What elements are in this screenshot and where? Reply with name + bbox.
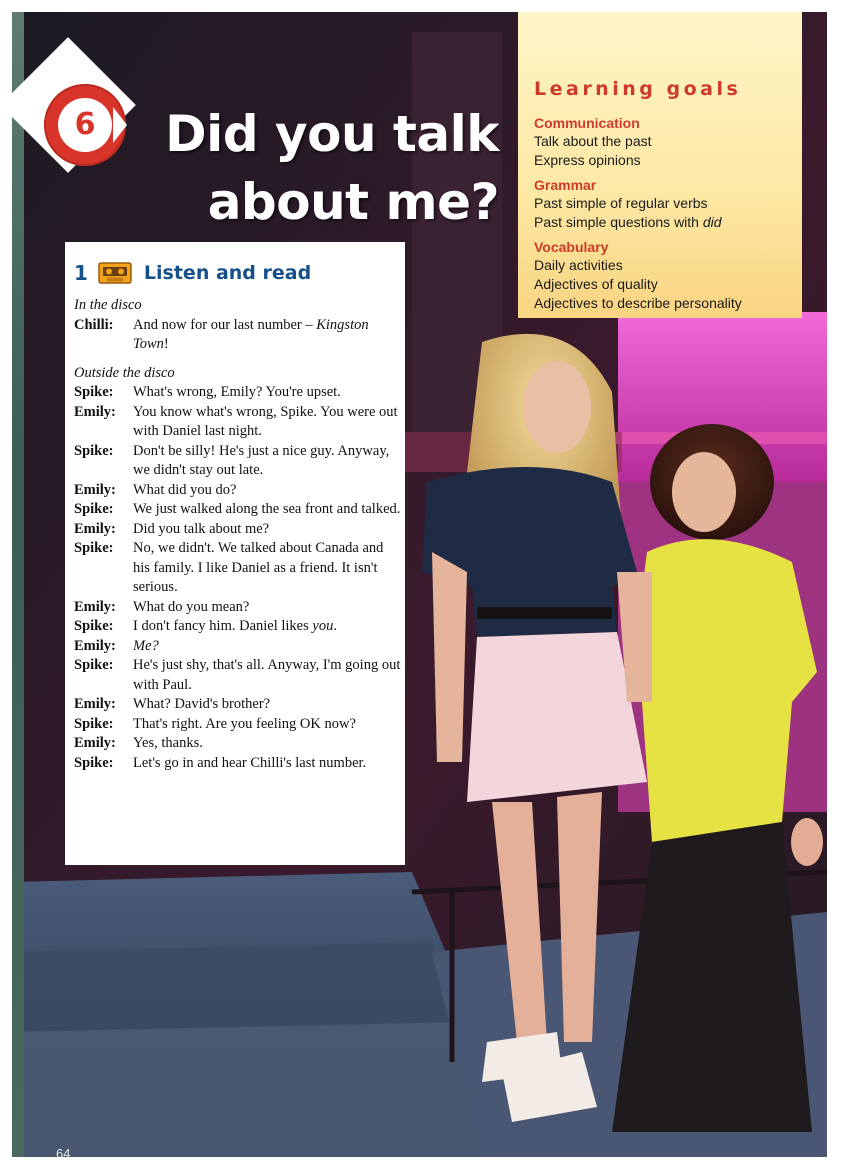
exercise-heading <box>74 258 405 288</box>
dialogue-line <box>74 481 405 501</box>
dialogue-text-part: I don't fancy him. Daniel likes <box>133 618 313 634</box>
unit-number: 6 <box>74 107 96 142</box>
goal-section-title: Communication <box>534 115 640 131</box>
speaker-name: Emily: <box>74 598 116 615</box>
dialogue-line <box>74 520 405 540</box>
dialogue-text-part: ! <box>163 336 169 352</box>
dialogue-line <box>74 695 405 715</box>
dialogue-text: What? David's brother? <box>133 696 271 712</box>
title-line-2: about me? <box>207 173 499 231</box>
dialogue-text <box>133 316 403 355</box>
speaker-name: Spike: <box>74 715 114 732</box>
dialogue-line <box>74 383 405 403</box>
speaker-name: Emily: <box>74 403 116 420</box>
learning-goals-heading: Learning goals <box>534 78 742 100</box>
listen-and-read-box <box>65 242 405 865</box>
unit-arrow-icon <box>113 107 127 143</box>
goal-item: Adjectives of quality <box>534 276 658 292</box>
textbook-page <box>12 12 827 1157</box>
speaker-name: Spike: <box>74 657 114 673</box>
speaker-name: Emily: <box>74 520 116 537</box>
dialogue-text: What do you mean? <box>133 598 250 615</box>
dialogue-line <box>74 316 405 355</box>
speaker-name: Chilli: <box>74 316 114 333</box>
speaker-name: Spike: <box>74 442 114 459</box>
dialogue-text: Did you talk about me? <box>133 520 270 537</box>
exercise-number: 1 <box>74 261 88 285</box>
dialogue-text: Don't be silly! He's just a nice guy. Anyway, we didn't stay out late. <box>133 442 390 478</box>
goal-item-text: Past simple questions with <box>534 214 703 230</box>
dialogue-text: Let's go in and hear Chilli's last number. <box>133 754 367 771</box>
dialogue-line <box>74 617 405 637</box>
emphasized-word: you <box>312 618 334 634</box>
dialogue-text-part: And now for our last number – <box>133 316 317 333</box>
dialogue-text: What did you do? <box>133 481 237 498</box>
dialogue-text: Yes, thanks. <box>133 735 203 751</box>
scene-direction: In the disco <box>74 297 142 313</box>
emphasized-word: Me? <box>133 637 159 654</box>
dialogue-text: What's wrong, Emily? You're upset. <box>133 384 341 400</box>
goal-item <box>534 213 790 232</box>
goal-item: Adjectives to describe personality <box>534 295 742 311</box>
dialogue-line <box>74 734 405 754</box>
title-line-1: Did you talk <box>165 105 499 163</box>
dialogue-text: You know what's wrong, Spike. You were out with Daniel last night. <box>133 403 398 439</box>
dialogue-text-part: . <box>333 618 337 634</box>
dialogue-line <box>74 539 405 598</box>
page-number: 64 <box>56 1146 71 1157</box>
dialogue-line <box>74 403 405 442</box>
goal-item-keyword: did <box>702 214 722 230</box>
goal-item: Daily activities <box>534 257 623 273</box>
song-title: Kingston Town <box>133 316 369 352</box>
speaker-name: Spike: <box>74 384 114 400</box>
speaker-name: Emily: <box>74 696 116 712</box>
learning-goals-box <box>518 12 802 318</box>
goal-section-communication <box>534 114 790 170</box>
goal-section-vocabulary <box>534 238 790 313</box>
exercise-title: Listen and read <box>143 262 312 284</box>
goal-section-grammar <box>534 176 790 232</box>
dialogue-text: That's right. Are you feeling OK now? <box>133 715 356 732</box>
dialogue-line <box>74 598 405 618</box>
dialogue-text: We just walked along the sea front and talked. <box>133 501 401 517</box>
speaker-name: Emily: <box>74 637 116 654</box>
dialogue-text <box>133 637 403 657</box>
speaker-name: Spike: <box>74 618 114 634</box>
cassette-tape-icon <box>98 262 132 284</box>
goal-section-title: Grammar <box>534 177 597 193</box>
goal-section-title: Vocabulary <box>534 239 609 255</box>
dialogue-line <box>74 656 405 695</box>
dialogue-line <box>74 715 405 735</box>
speaker-name: Emily: <box>74 735 116 751</box>
scene-direction: Outside the disco <box>74 364 175 381</box>
dialogue-text: He's just shy, that's all. Anyway, I'm going out with Paul. <box>133 657 401 693</box>
goal-item: Express opinions <box>534 152 641 168</box>
goal-item: Past simple of regular verbs <box>534 195 708 211</box>
dialogue-line <box>74 500 405 520</box>
speaker-name: Spike: <box>74 540 114 556</box>
dialogue-line <box>74 754 405 774</box>
page-edge-strip <box>12 12 24 1157</box>
dialogue-line <box>74 637 405 657</box>
speaker-name: Spike: <box>74 754 114 771</box>
speaker-name: Emily: <box>74 481 116 498</box>
dialogue-text: No, we didn't. We talked about Canada and his family. I like Daniel as a friend. It isn't serious. <box>133 540 384 595</box>
goal-item: Talk about the past <box>534 133 652 149</box>
dialogue-line <box>74 442 405 481</box>
dialogue-text <box>133 617 403 637</box>
page-title <box>165 100 499 236</box>
speaker-name: Spike: <box>74 501 114 517</box>
